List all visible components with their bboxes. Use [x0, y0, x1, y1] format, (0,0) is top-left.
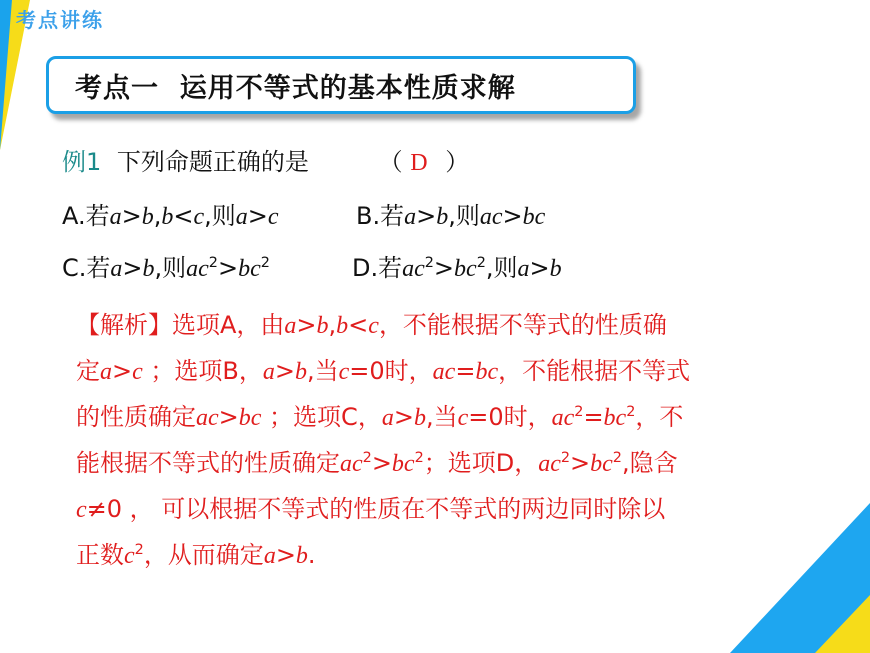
section-label: 考点讲练	[16, 8, 104, 32]
option-d-then: 则	[493, 254, 518, 282]
analysis-block	[76, 302, 796, 578]
answer-value: D	[410, 150, 428, 176]
option-b: B.若a>b,则ac>bc	[356, 202, 546, 230]
analysis-option-d: 选项D	[447, 449, 515, 477]
analysis-option-c: 选项C	[293, 403, 358, 431]
option-c-then: 则	[162, 254, 187, 282]
analysis-line-5: c≠0 ， 可以根据不等式的性质在不等式的两边同时除以	[76, 495, 666, 523]
option-b-prefix: B.若	[356, 202, 405, 230]
answer-close: ）	[445, 148, 470, 176]
example-label: 例1	[62, 148, 102, 176]
answer-open: （	[378, 148, 403, 176]
option-c-prefix: C.若	[62, 254, 111, 282]
analysis-line-3: 的性质确定ac>bc ；选项C，a>b,当c=0时，$ac^2=bc^2$，不	[76, 403, 684, 431]
analysis-line-4: 能根据不等式的性质确定$ac^2>bc^2$；选项D，$ac^2>bc^2$,隐含	[76, 449, 678, 477]
analysis-implies: 隐含	[629, 449, 678, 477]
corner-decoration-yellow-bottom	[815, 595, 870, 653]
option-a-then: 则	[211, 202, 236, 230]
example-question	[62, 142, 469, 177]
option-c: C.若a>b,则$ac^2>bc^2$	[62, 254, 270, 282]
option-a-prefix: A.若	[62, 202, 110, 230]
analysis-option-a: 选项A	[172, 311, 237, 339]
option-d: D.若$ac^2>bc^2$,则a>b	[352, 254, 562, 282]
analysis-line-1: 【解析】选项A，由a>b,b<c，不能根据不等式的性质确	[76, 311, 667, 339]
analysis-option-b: 选项B	[174, 357, 239, 385]
title-box	[46, 56, 636, 114]
analysis-heading: 【解析】	[76, 311, 172, 339]
page-title: 考点一 运用不等式的基本性质求解	[75, 72, 516, 104]
corner-decoration-blue	[0, 0, 12, 150]
option-b-then: 则	[455, 202, 480, 230]
analysis-line-6: 正数$c^2$，从而确定a>b.	[76, 541, 316, 569]
question-text: 下列命题正确的是	[116, 148, 309, 176]
option-d-prefix: D.若	[352, 254, 403, 282]
option-a: A.若a>b,b<c,则a>c	[62, 202, 279, 230]
analysis-line-2: 定a>c ；选项B，a>b,当c=0时，ac=bc，不能根据不等式	[76, 357, 691, 385]
